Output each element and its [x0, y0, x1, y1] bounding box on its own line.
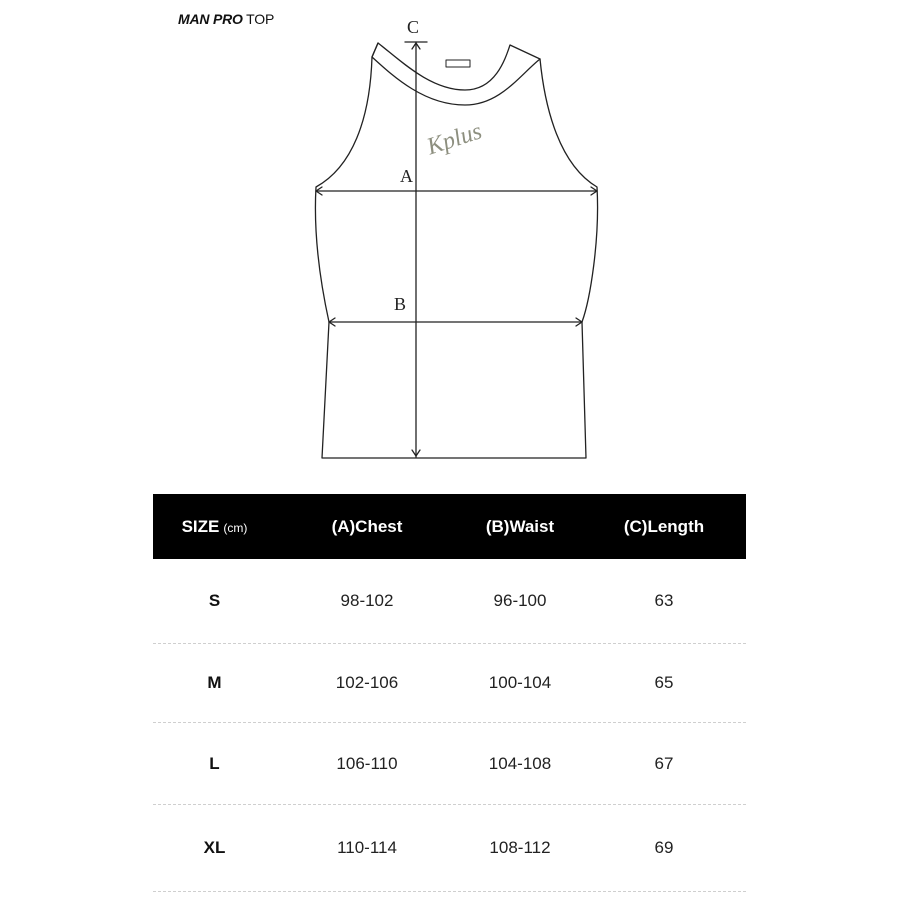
- cell-chest: 110-114: [337, 838, 397, 857]
- cell-length: 69: [654, 838, 674, 857]
- cell-length: 63: [654, 591, 674, 610]
- neckline-seam: [372, 43, 540, 105]
- header-chest: (A)Chest: [331, 516, 403, 536]
- cell-length: 67: [654, 753, 674, 773]
- cell-chest: 106-110: [336, 753, 398, 773]
- cell-waist: 108-112: [489, 838, 551, 857]
- header-waist: (B)Waist: [485, 516, 555, 536]
- table-row: [153, 559, 746, 644]
- label-a: A: [400, 166, 413, 186]
- cell-chest: 98-102: [340, 591, 394, 610]
- brand-logo: Kplus: [423, 118, 486, 161]
- label-c: C: [407, 17, 420, 37]
- product-title-light: TOP: [246, 11, 275, 27]
- neck-label: [446, 60, 470, 67]
- table-row: [153, 644, 746, 723]
- cell-waist: 96-100: [493, 591, 547, 610]
- table-row: [153, 723, 746, 805]
- cell-size: L: [209, 753, 220, 773]
- header-length: (C)Length: [623, 516, 705, 536]
- cell-size: M: [207, 673, 222, 692]
- header-size: [153, 517, 276, 537]
- size-table-header: [153, 494, 746, 559]
- size-table: [153, 494, 746, 892]
- garment-outline: [315, 43, 597, 458]
- cell-size: S: [208, 591, 221, 610]
- cell-chest: 102-106: [335, 673, 399, 692]
- table-row: [153, 805, 746, 892]
- cell-length: 65: [654, 673, 674, 692]
- product-title-bold: MAN PRO: [178, 11, 243, 27]
- header-size-unit: (cm): [223, 520, 248, 535]
- cell-size: XL: [203, 838, 226, 857]
- cell-waist: 104-108: [488, 753, 552, 773]
- cell-waist: 100-104: [488, 673, 552, 692]
- label-b: B: [394, 294, 407, 314]
- header-size-label: SIZE: [181, 516, 220, 536]
